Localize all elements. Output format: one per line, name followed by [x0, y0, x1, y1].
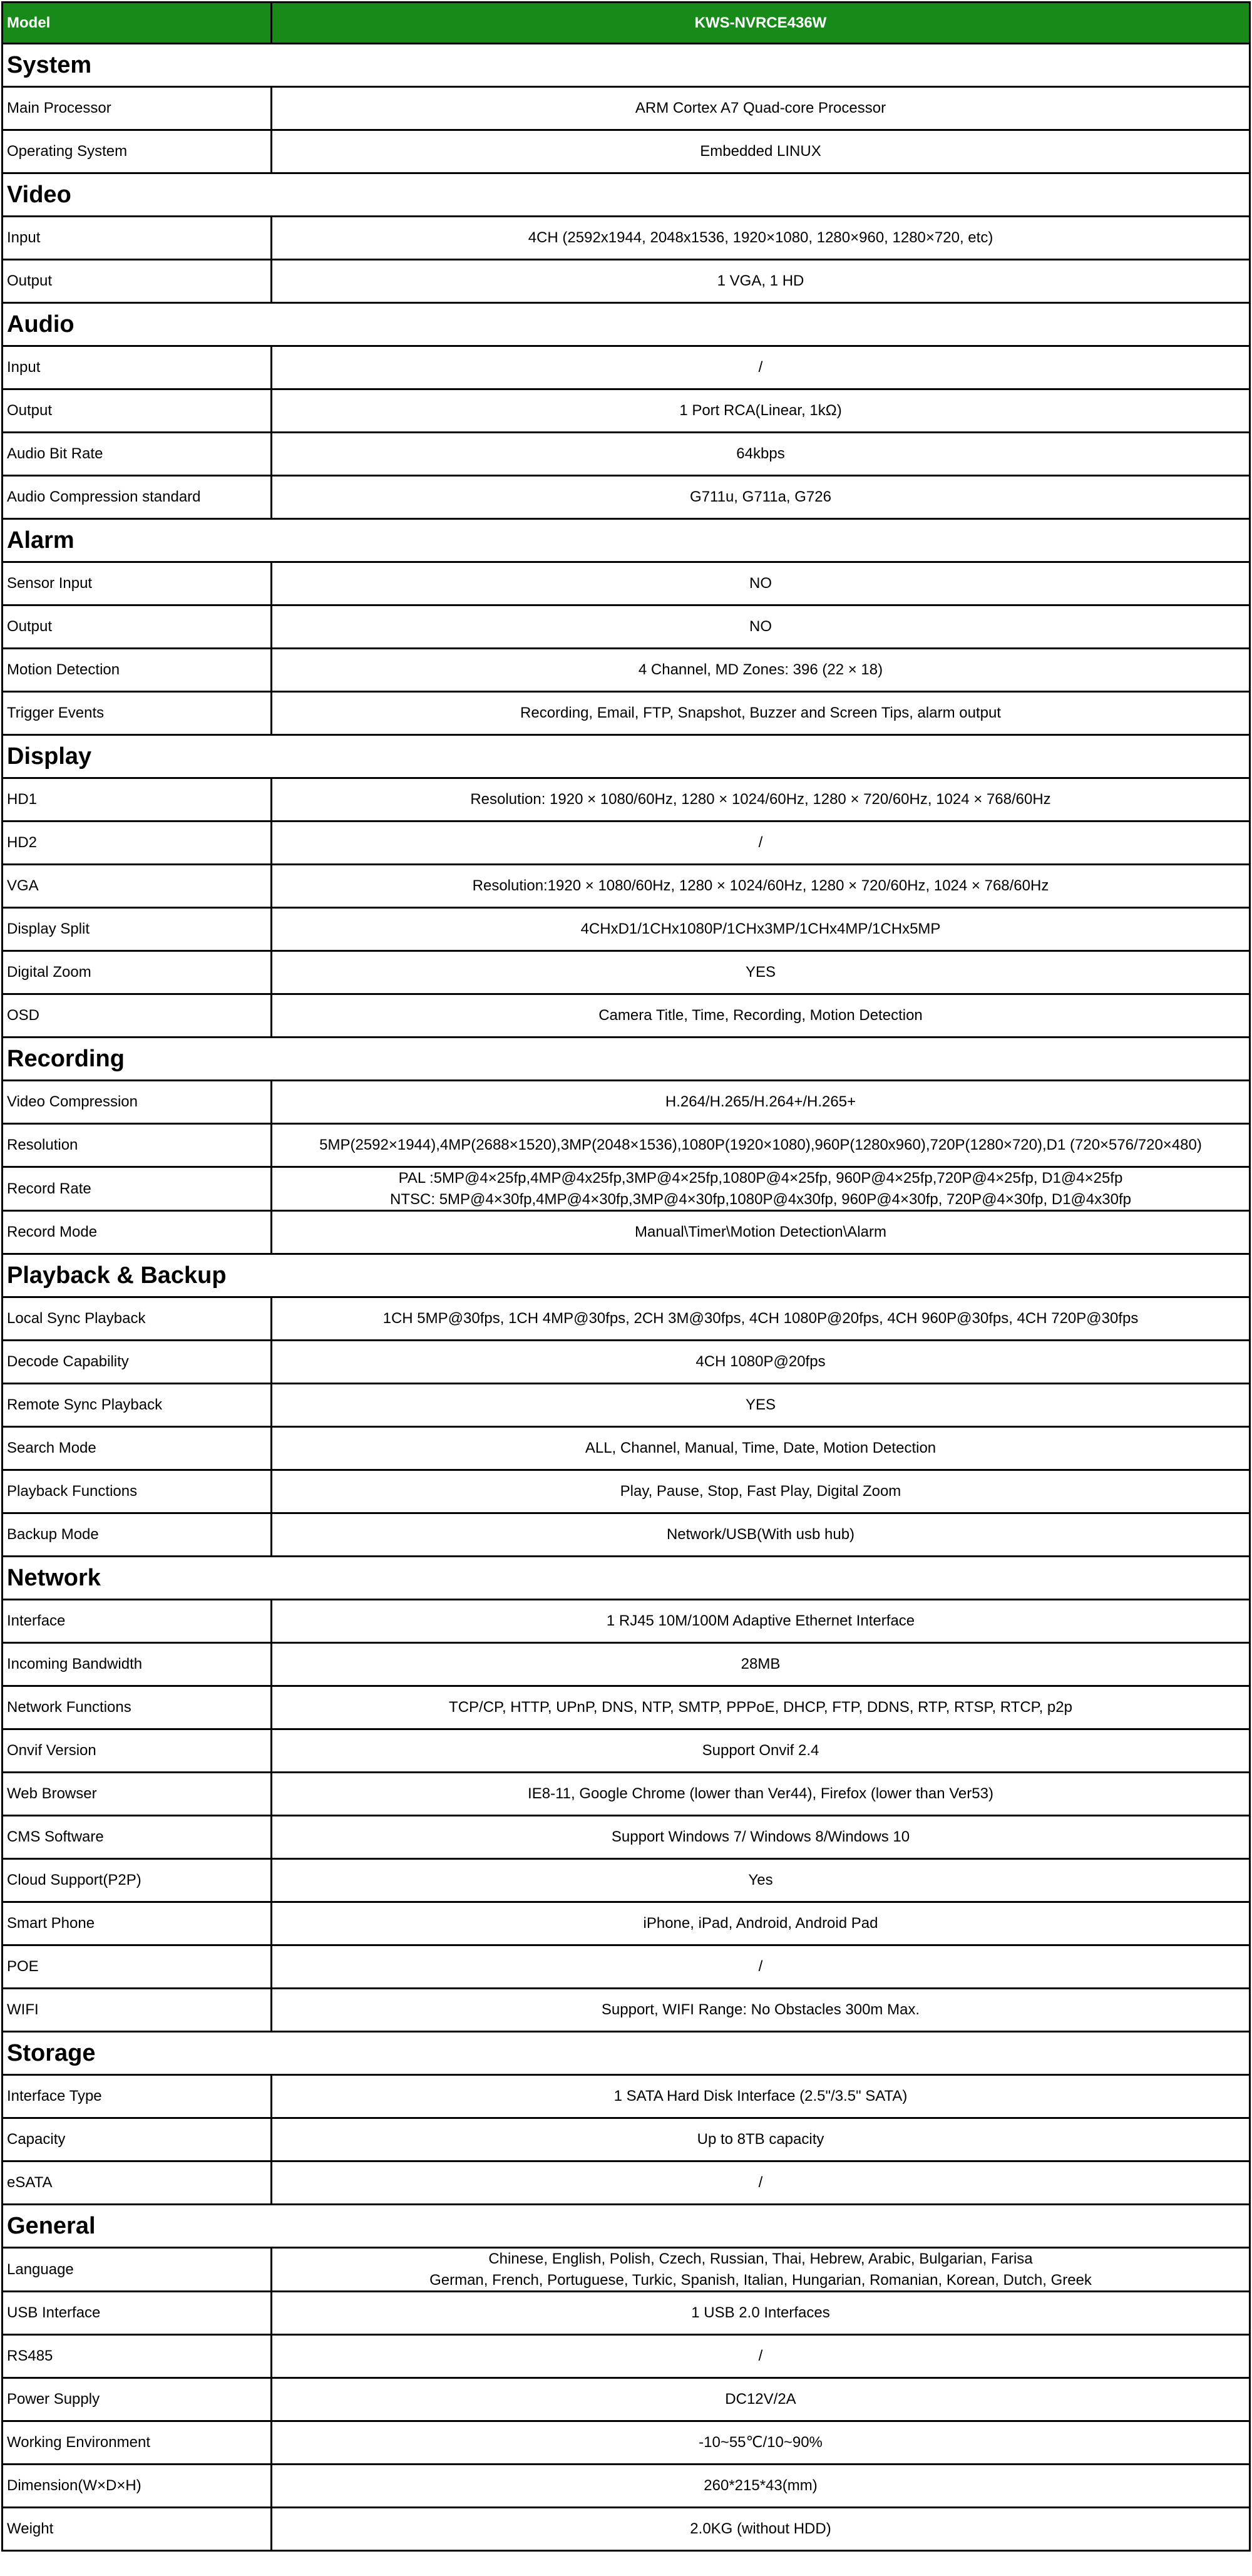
- spec-row: [1, 1903, 1251, 1946]
- spec-row: [1, 1946, 1251, 1989]
- spec-row: [1, 390, 1251, 433]
- section-heading: [1, 2205, 1251, 2249]
- spec-value: Network/USB(With usb hub): [272, 1514, 1251, 1555]
- spec-value: 64kbps: [272, 433, 1251, 475]
- spec-label: Capacity: [1, 2119, 272, 2160]
- spec-row: [1, 1081, 1251, 1125]
- spec-row: [1, 606, 1251, 649]
- spec-row: [1, 2465, 1251, 2508]
- spec-label: eSATA: [1, 2162, 272, 2203]
- spec-label: POE: [1, 1946, 272, 1987]
- spec-value: Chinese, English, Polish, Czech, Russian, Thai, Hebrew, Arabic, Bulgarian, Farisa German, French, Portuguese, Turkic, Spanish, Italian, Hungarian, Romanian, Korean, Dutch, Greek: [272, 2249, 1251, 2290]
- model-value: KWS-NVRCE436W: [272, 3, 1251, 43]
- spec-row: [1, 1341, 1251, 1384]
- section-title: Alarm: [7, 527, 74, 554]
- spec-value: /: [272, 2162, 1251, 2203]
- spec-value: YES: [272, 1384, 1251, 1426]
- section-title: General: [7, 2212, 96, 2239]
- spec-label: Decode Capability: [1, 1341, 272, 1383]
- spec-value: Resolution: 1920 × 1080/60Hz, 1280 × 1024/60Hz, 1280 × 720/60Hz, 1024 × 768/60Hz: [272, 779, 1251, 820]
- spec-value: 2.0KG (without HDD): [272, 2508, 1251, 2550]
- spec-value: NO: [272, 563, 1251, 604]
- spec-row: [1, 1860, 1251, 1903]
- spec-row: [1, 693, 1251, 736]
- spec-label: Local Sync Playback: [1, 1298, 272, 1339]
- spec-label: Output: [1, 390, 272, 431]
- spec-row: [1, 2076, 1251, 2119]
- spec-label: Dimension(W×D×H): [1, 2465, 272, 2506]
- spec-value: Support, WIFI Range: No Obstacles 300m Max.: [272, 1989, 1251, 2031]
- spec-label: VGA: [1, 865, 272, 907]
- spec-label: HD2: [1, 822, 272, 863]
- spec-label: Power Supply: [1, 2379, 272, 2420]
- spec-label: CMS Software: [1, 1816, 272, 1858]
- section-title: Network: [7, 1564, 101, 1591]
- spec-row: [1, 1989, 1251, 2032]
- spec-value: 4CH 1080P@20fps: [272, 1341, 1251, 1383]
- spec-row: [1, 779, 1251, 822]
- spec-value: ARM Cortex A7 Quad-core Processor: [272, 88, 1251, 129]
- spec-label: Interface: [1, 1600, 272, 1642]
- spec-label: Search Mode: [1, 1428, 272, 1469]
- spec-label: Language: [1, 2249, 272, 2290]
- spec-value: Embedded LINUX: [272, 131, 1251, 172]
- spec-value: Yes: [272, 1860, 1251, 1901]
- spec-row: [1, 2336, 1251, 2379]
- spec-row: [1, 995, 1251, 1038]
- spec-label: Audio Compression standard: [1, 477, 272, 518]
- spec-label: Cloud Support(P2P): [1, 1860, 272, 1901]
- spec-label: Trigger Events: [1, 693, 272, 734]
- spec-value: Support Onvif 2.4: [272, 1730, 1251, 1771]
- spec-row: [1, 2508, 1251, 2552]
- spec-value: iPhone, iPad, Android, Android Pad: [272, 1903, 1251, 1944]
- section-heading: [1, 1557, 1251, 1600]
- spec-value: Up to 8TB capacity: [272, 2119, 1251, 2160]
- spec-value: 260*215*43(mm): [272, 2465, 1251, 2506]
- spec-row: [1, 2249, 1251, 2292]
- section-heading: [1, 1255, 1251, 1298]
- spec-label: USB Interface: [1, 2292, 272, 2334]
- spec-value: IE8-11, Google Chrome (lower than Ver44), Firefox (lower than Ver53): [272, 1773, 1251, 1815]
- spec-value: ALL, Channel, Manual, Time, Date, Motion Detection: [272, 1428, 1251, 1469]
- spec-row: [1, 1600, 1251, 1644]
- section-heading: [1, 304, 1251, 347]
- spec-label: Onvif Version: [1, 1730, 272, 1771]
- spec-row: [1, 1514, 1251, 1557]
- spec-row: [1, 1730, 1251, 1773]
- spec-label: Playback Functions: [1, 1471, 272, 1512]
- spec-row: [1, 2119, 1251, 2162]
- spec-label: Smart Phone: [1, 1903, 272, 1944]
- spec-label: Record Mode: [1, 1212, 272, 1253]
- spec-value: DC12V/2A: [272, 2379, 1251, 2420]
- spec-value: /: [272, 2336, 1251, 2377]
- spec-value: 4 Channel, MD Zones: 396 (22 × 18): [272, 649, 1251, 691]
- section-heading: [1, 2032, 1251, 2076]
- section-heading: [1, 174, 1251, 217]
- spec-value: Recording, Email, FTP, Snapshot, Buzzer and Screen Tips, alarm output: [272, 693, 1251, 734]
- spec-row: [1, 1384, 1251, 1428]
- spec-label: Display Split: [1, 909, 272, 950]
- section-title: Playback & Backup: [7, 1262, 227, 1289]
- spec-label: OSD: [1, 995, 272, 1036]
- spec-label: Remote Sync Playback: [1, 1384, 272, 1426]
- spec-label: RS485: [1, 2336, 272, 2377]
- spec-row: [1, 1687, 1251, 1730]
- spec-label: Interface Type: [1, 2076, 272, 2117]
- spec-value: 4CH (2592x1944, 2048x1536, 1920×1080, 1280×960, 1280×720, etc): [272, 217, 1251, 259]
- spec-row: [1, 347, 1251, 390]
- spec-label: Output: [1, 606, 272, 647]
- section-heading: [1, 736, 1251, 779]
- spec-row: [1, 2422, 1251, 2465]
- spec-label: Working Environment: [1, 2422, 272, 2463]
- spec-row: [1, 563, 1251, 606]
- spec-label: Resolution: [1, 1125, 272, 1166]
- spec-value: Resolution:1920 × 1080/60Hz, 1280 × 1024/60Hz, 1280 × 720/60Hz, 1024 × 768/60Hz: [272, 865, 1251, 907]
- spec-row: [1, 131, 1251, 174]
- spec-label: Output: [1, 260, 272, 302]
- spec-row: [1, 1125, 1251, 1168]
- spec-label: Web Browser: [1, 1773, 272, 1815]
- section-heading: [1, 44, 1251, 88]
- spec-label: Record Rate: [1, 1168, 272, 1210]
- section-title: System: [7, 51, 92, 78]
- spec-row: [1, 1773, 1251, 1816]
- spec-label: Incoming Bandwidth: [1, 1644, 272, 1685]
- spec-row: [1, 1428, 1251, 1471]
- spec-row: [1, 433, 1251, 477]
- spec-value: 1 VGA, 1 HD: [272, 260, 1251, 302]
- section-title: Display: [7, 743, 92, 770]
- spec-value: 28MB: [272, 1644, 1251, 1685]
- section-heading: [1, 520, 1251, 563]
- section-title: Recording: [7, 1045, 125, 1072]
- spec-label: Video Compression: [1, 1081, 272, 1123]
- spec-value: G711u, G711a, G726: [272, 477, 1251, 518]
- spec-row: [1, 1816, 1251, 1860]
- spec-label: Main Processor: [1, 88, 272, 129]
- spec-label: Input: [1, 217, 272, 259]
- spec-row: [1, 260, 1251, 304]
- spec-value: Manual\Timer\Motion Detection\Alarm: [272, 1212, 1251, 1253]
- spec-value: 1 SATA Hard Disk Interface (2.5"/3.5" SATA): [272, 2076, 1251, 2117]
- section-title: Storage: [7, 2039, 96, 2066]
- spec-row: [1, 1168, 1251, 1212]
- spec-table: [1, 1, 1251, 2552]
- spec-label: Audio Bit Rate: [1, 433, 272, 475]
- spec-value: Play, Pause, Stop, Fast Play, Digital Zoom: [272, 1471, 1251, 1512]
- spec-row: [1, 217, 1251, 260]
- spec-value: Support Windows 7/ Windows 8/Windows 10: [272, 1816, 1251, 1858]
- spec-value: 1 Port RCA(Linear, 1kΩ): [272, 390, 1251, 431]
- spec-value: YES: [272, 952, 1251, 993]
- spec-row: [1, 865, 1251, 909]
- spec-value: 5MP(2592×1944),4MP(2688×1520),3MP(2048×1536),1080P(1920×1080),960P(1280x960),720P(1280×720),D1 (720×576/720×480): [272, 1125, 1251, 1166]
- spec-row: [1, 952, 1251, 995]
- spec-row: [1, 2292, 1251, 2336]
- spec-row: [1, 1644, 1251, 1687]
- spec-value: 4CHxD1/1CHx1080P/1CHx3MP/1CHx4MP/1CHx5MP: [272, 909, 1251, 950]
- spec-label: Digital Zoom: [1, 952, 272, 993]
- spec-label: Network Functions: [1, 1687, 272, 1728]
- spec-label: Motion Detection: [1, 649, 272, 691]
- spec-value: /: [272, 1946, 1251, 1987]
- spec-row: [1, 649, 1251, 693]
- spec-label: Backup Mode: [1, 1514, 272, 1555]
- spec-value: 1CH 5MP@30fps, 1CH 4MP@30fps, 2CH 3M@30fps, 4CH 1080P@20fps, 4CH 960P@30fps, 4CH 720P@30fps: [272, 1298, 1251, 1339]
- section-heading: [1, 1038, 1251, 1081]
- spec-label: HD1: [1, 779, 272, 820]
- spec-value: Camera Title, Time, Recording, Motion Detection: [272, 995, 1251, 1036]
- spec-label: Input: [1, 347, 272, 388]
- spec-value: TCP/CP, HTTP, UPnP, DNS, NTP, SMTP, PPPoE, DHCP, FTP, DDNS, RTP, RTSP, RTCP, p2p: [272, 1687, 1251, 1728]
- spec-label: Weight: [1, 2508, 272, 2550]
- spec-row: [1, 1298, 1251, 1341]
- section-title: Audio: [7, 311, 74, 337]
- spec-label: Sensor Input: [1, 563, 272, 604]
- model-label: Model: [1, 3, 272, 43]
- spec-value: /: [272, 347, 1251, 388]
- section-title: Video: [7, 181, 71, 208]
- spec-row: [1, 1471, 1251, 1514]
- spec-row: [1, 2379, 1251, 2422]
- spec-value: H.264/H.265/H.264+/H.265+: [272, 1081, 1251, 1123]
- spec-row: [1, 2162, 1251, 2205]
- spec-row: [1, 1212, 1251, 1255]
- spec-value: 1 USB 2.0 Interfaces: [272, 2292, 1251, 2334]
- spec-value: PAL :5MP@4×25fp,4MP@4x25fp,3MP@4×25fp,1080P@4×25fp, 960P@4×25fp,720P@4×25fp, D1@4×25fp NTSC: 5MP@4×30fp,4MP@4×30fp,3MP@4×30fp,1080P@4x30fp, 960P@4×30fp, 720P@4×30fp, D1@4x30fp: [272, 1168, 1251, 1210]
- spec-row: [1, 822, 1251, 865]
- spec-label: Operating System: [1, 131, 272, 172]
- spec-row: [1, 88, 1251, 131]
- spec-value: -10~55℃/10~90%: [272, 2422, 1251, 2463]
- header-row: [1, 1, 1251, 44]
- spec-row: [1, 909, 1251, 952]
- spec-label: WIFI: [1, 1989, 272, 2031]
- spec-row: [1, 477, 1251, 520]
- spec-value: NO: [272, 606, 1251, 647]
- spec-value: /: [272, 822, 1251, 863]
- spec-value: 1 RJ45 10M/100M Adaptive Ethernet Interface: [272, 1600, 1251, 1642]
